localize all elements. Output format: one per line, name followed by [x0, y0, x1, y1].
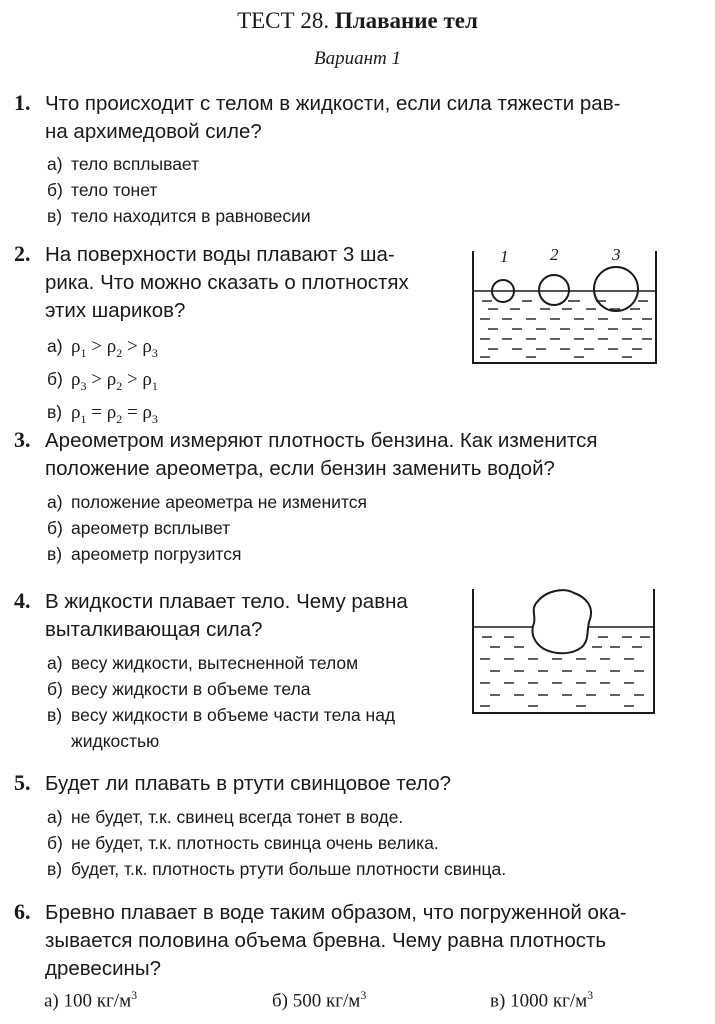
question-text: [45, 90, 702, 146]
question-line: зывается половина объема бревна. Чему равна плотность: [45, 929, 607, 952]
question-line: выталкивающая сила?: [45, 618, 263, 641]
question-line: Бревно плавает в воде таким образом, что погруженной ока-: [45, 901, 627, 924]
answer-options: [47, 151, 311, 229]
question-text: [45, 241, 453, 325]
test-topic: Плавание тел: [334, 8, 478, 33]
variant-label: Вариант 1: [313, 48, 401, 69]
question-text: [45, 427, 665, 483]
question-number: 5.: [14, 770, 31, 795]
answer-option[interactable]: в) будет, т.к. плотность ртути больше плотности свинца.: [47, 859, 507, 879]
ball-3: [594, 267, 638, 311]
floating-body: [532, 590, 591, 653]
question-line: древесины?: [45, 957, 161, 980]
answer-option[interactable]: в) весу жидкости в объеме части тела над: [47, 705, 396, 725]
answer-option[interactable]: а) не будет, т.к. свинец всегда тонет в воде.: [47, 807, 404, 827]
answer-option[interactable]: а) положение ареометра не изменится: [47, 492, 368, 512]
answer-option[interactable]: в) 1000 $кг/м^3$: [490, 988, 594, 1012]
question-line: Будет ли плавать в ртути свинцовое тело?: [45, 772, 452, 795]
answer-option[interactable]: б) ареометр всплывет: [47, 518, 231, 538]
vessel-with-floating-body-figure: [468, 585, 660, 717]
answer-option[interactable]: а) весу жидкости, вытесненной телом: [47, 653, 359, 673]
question-line: Ареометром измеряют плотность бензина. Как изменится: [45, 429, 598, 452]
question-line: В жидкости плавает тело. Чему равна: [45, 590, 408, 613]
ball-label-1: 1: [500, 247, 509, 266]
density-formula: $\rho_1 > \rho_2 > \rho_3$: [71, 336, 158, 360]
question-number: 1.: [14, 90, 31, 115]
answer-option[interactable]: в) ареометр погрузится: [47, 544, 242, 564]
question-number: 4.: [14, 588, 31, 613]
ball-label-3: 3: [612, 245, 621, 264]
question-line: На поверхности воды плавают 3 ша-: [45, 243, 395, 266]
answer-option[interactable]: б) $\rho_3 > \rho_2 > \rho_1$: [47, 368, 158, 393]
question-line: этих шариков?: [45, 299, 186, 322]
answer-option[interactable]: в) тело находится в равновесии: [47, 206, 311, 226]
question-line: положение ареометра, если бензин заменить водой?: [45, 457, 555, 480]
question-number: 2.: [14, 241, 31, 266]
answer-option[interactable]: б) не будет, т.к. плотность свинца очень велика.: [47, 833, 439, 853]
question-number: 6.: [14, 899, 31, 924]
question-line: на архимедовой силе?: [45, 120, 262, 143]
question-text: [45, 588, 451, 644]
question-text: [45, 899, 685, 983]
answer-options: [47, 333, 158, 431]
answer-options: [47, 489, 367, 567]
answer-option[interactable]: а) $\rho_1 > \rho_2 > \rho_3$: [47, 336, 158, 360]
answer-option-continuation: жидкостью: [71, 731, 160, 751]
answer-option[interactable]: б) 500 $кг/м^3$: [272, 988, 367, 1012]
question-number: 3.: [14, 427, 31, 452]
ball-label-2: 2: [550, 245, 559, 264]
test-label: ТЕСТ 28.: [237, 8, 330, 33]
answer-options: [47, 650, 395, 754]
answer-option[interactable]: а) 100 $кг/м^3$: [44, 988, 138, 1012]
question-line: Что происходит с телом в жидкости, если сила тяжести рав-: [45, 92, 621, 115]
density-formula: $\rho_1 = \rho_2 = \rho_3$: [71, 401, 158, 426]
answer-option[interactable]: а) тело всплывает: [47, 154, 200, 174]
answer-options: [47, 804, 506, 882]
answer-option[interactable]: в) $\rho_1 = \rho_2 = \rho_3$: [47, 401, 158, 426]
answer-option[interactable]: б) весу жидкости в объеме тела: [47, 679, 311, 699]
ball-2: [539, 275, 569, 305]
question-text: [45, 770, 685, 798]
density-formula: $\rho_3 > \rho_2 > \rho_1$: [71, 368, 158, 393]
question-line: рика. Что можно сказать о плотностях: [45, 271, 409, 294]
test-title: [0, 8, 715, 34]
answer-option[interactable]: б) тело тонет: [47, 180, 158, 200]
vessel-with-balls-figure: [470, 243, 660, 367]
